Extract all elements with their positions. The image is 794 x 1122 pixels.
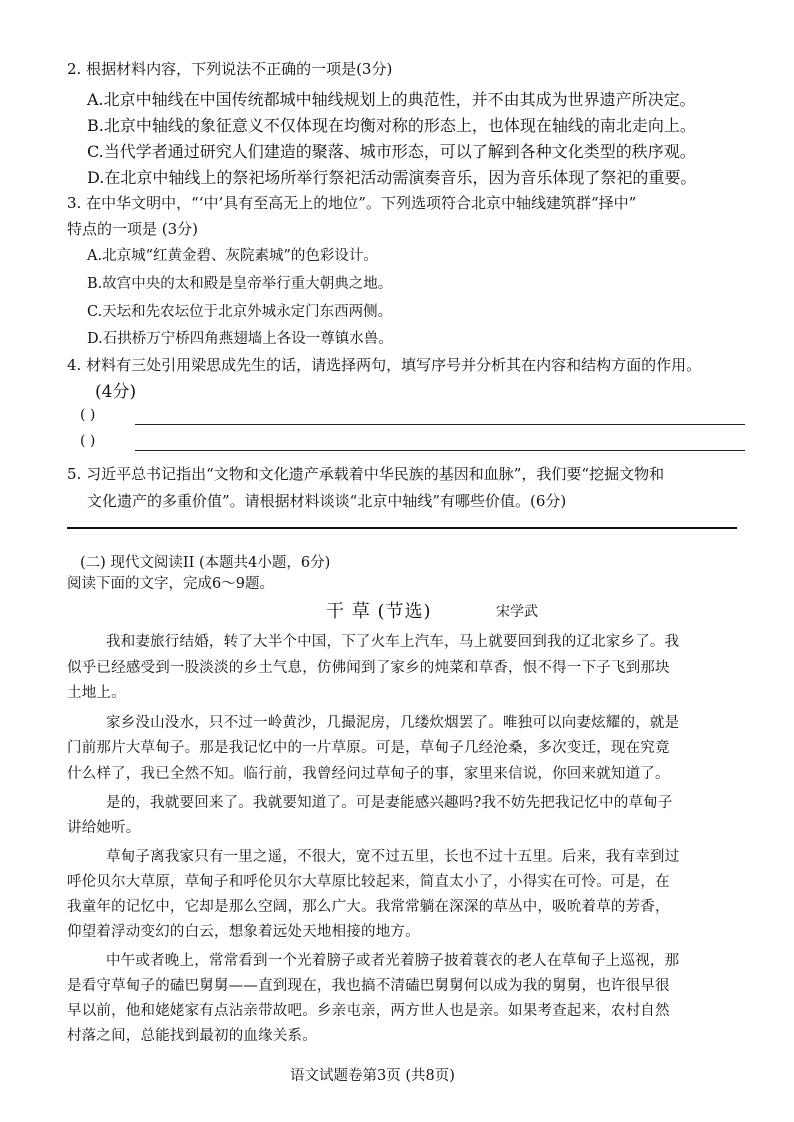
answer-blank-number-2: ( ) bbox=[80, 433, 96, 449]
question-4-score: (4分) bbox=[95, 382, 137, 402]
question-3-stem-line-1: 3. 在中华文明中，“‘中’具有至高无上的地位”。下列选项符合北京中轴线建筑群“择中” bbox=[67, 194, 637, 212]
question-5-line-2: 文化遗产的多重价值”。请根据材料谈谈“北京中轴线”有哪些价值。(6分) bbox=[87, 492, 567, 510]
passage-title: 干 草 (节选) bbox=[326, 601, 432, 622]
question-3-stem-line-2: 特点的一项是 (3分) bbox=[67, 220, 199, 238]
paragraph-line: 是看守草甸子的磕巴舅舅——直到现在，我也搞不清磕巴舅舅何以成为我的舅舅，也许很早很 bbox=[67, 978, 670, 994]
question-2-option-a: A.北京中轴线在中国传统都城中轴线规划上的典范性，并不由其成为世界遗产所决定。 bbox=[87, 90, 696, 109]
answer-line-2 bbox=[135, 450, 745, 451]
paragraph-line: 是的，我就要回来了。我就要知道了。可是妻能感兴趣吗?我不妨先把我记忆中的草甸子 bbox=[106, 795, 673, 811]
question-4-stem: 4. 材料有三处引用梁思成先生的话，请选择两句，填写序号并分析其在内容和结构方面的作用。 bbox=[67, 356, 702, 374]
paragraph-line: 什么样了，我已全然不知。临行前，我曾经问过草甸子的事，家里来信说，你回来就知道了。 bbox=[67, 766, 670, 782]
question-2-option-c: C.当代学者通过研究人们建造的聚落、城市形态，可以了解到各种文化类型的秩序观。 bbox=[87, 142, 696, 161]
question-2-stem: 2. 根据材料内容，下列说法不正确的一项是(3分) bbox=[67, 60, 393, 78]
paragraph-line: 呼伦贝尔大草原，草甸子和呼伦贝尔大草原比较起来，简直太小了，小得实在可怜。可是，在 bbox=[67, 874, 670, 890]
page-footer: 语文试题卷第3页 (共8页) bbox=[290, 1068, 455, 1084]
section-heading: (二) 现代文阅读II (本题共4小题，6分) bbox=[80, 555, 331, 571]
section-divider bbox=[67, 527, 737, 529]
paragraph-line: 村落之间，总能找到最初的血缘关系。 bbox=[67, 1028, 317, 1044]
question-5-line-1: 5. 习近平总书记指出“文物和文化遗产承载着中华民族的基因和血脉”，我们要“挖掘文物和 bbox=[67, 465, 665, 483]
paragraph-line: 家乡没山没水，只不过一岭黄沙，几撮泥房，几缕炊烟罢了。唯独可以向妻炫耀的，就是 bbox=[106, 715, 680, 731]
paragraph-line: 门前那片大草甸子。那是我记忆中的一片草原。可是，草甸子几经沧桑，多次变迁，现在究竟 bbox=[67, 740, 670, 756]
paragraph-line: 我童年的记忆中，它却是那么空阔，那么广大。我常常躺在深深的草丛中，吸吮着草的芳香， bbox=[67, 899, 670, 915]
question-3-option-d: D.石拱桥万宁桥四角燕翅墙上各设一尊镇水兽。 bbox=[87, 331, 393, 347]
answer-line-1 bbox=[135, 424, 745, 425]
paragraph-line: 仰望着浮动变幻的白云，想象着远处天地相接的地方。 bbox=[67, 924, 420, 940]
paragraph-line: 草甸子离我家只有一里之遥，不很大，宽不过五里，长也不过十五里。后来，我有幸到过 bbox=[106, 849, 680, 865]
paragraph-line: 似乎已经感受到一股淡淡的乡土气息，仿佛闻到了家乡的炖菜和草香，恨不得一下子飞到那块 bbox=[67, 660, 670, 676]
passage-author: 宋学武 bbox=[496, 604, 538, 620]
question-3-option-c: C.天坛和先农坛位于北京外城永定门东西两侧。 bbox=[87, 304, 393, 320]
paragraph-line: 早以前，他和姥姥家有点沾亲带故吧。乡亲屯亲，两方世人也是亲。如果考查起来，农村自然 bbox=[67, 1003, 670, 1019]
question-3-option-b: B.故宫中央的太和殿是皇帝举行重大朝典之地。 bbox=[87, 276, 393, 292]
question-2-option-b: B.北京中轴线的象征意义不仅体现在均衡对称的形态上，也体现在轴线的南北走向上。 bbox=[87, 116, 696, 135]
paragraph-line: 中午或者晚上，常常看到一个光着膀子或者光着膀子披着蓑衣的老人在草甸子上巡视，那 bbox=[106, 953, 680, 969]
question-2-option-d: D.在北京中轴线上的祭祀场所举行祭祀活动需演奏音乐，因为音乐体现了祭祀的重要。 bbox=[87, 168, 697, 187]
section-instruction: 阅读下面的文字，完成6～9题。 bbox=[67, 576, 274, 592]
paragraph-line: 我和妻旅行结婚，转了大半个中国，下了火车上汽车，马上就要回到我的辽北家乡了。我 bbox=[106, 634, 680, 650]
paragraph-line: 土地上。 bbox=[67, 685, 126, 701]
answer-blank-number-1: ( ) bbox=[80, 407, 96, 423]
question-3-option-a: A.北京城“红黄金碧、灰院素城”的色彩设计。 bbox=[87, 248, 378, 264]
paragraph-line: 讲给她听。 bbox=[67, 820, 141, 836]
